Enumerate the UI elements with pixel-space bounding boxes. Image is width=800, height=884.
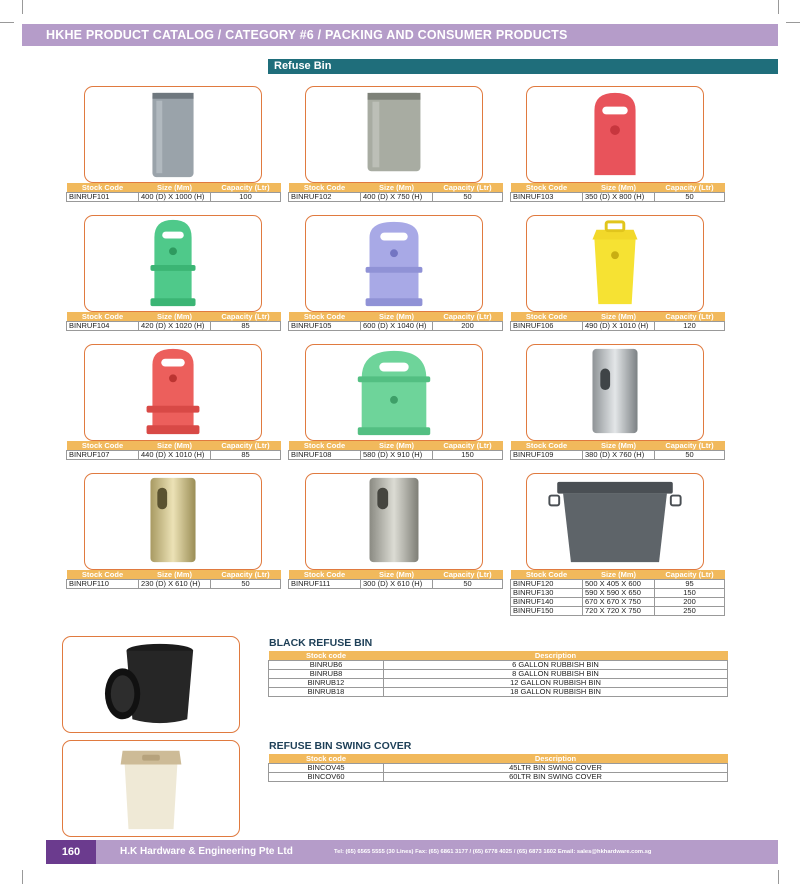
th-size: Size (Mm)	[361, 441, 433, 451]
th-stock-code: Stock code	[269, 754, 384, 764]
th-stock-code: Stock Code	[511, 570, 583, 580]
black-refuse-bin-table	[268, 651, 728, 697]
product-image-card-binruf106	[526, 215, 704, 312]
spec-table-binruf102	[288, 183, 503, 202]
th-size: Size (Mm)	[583, 183, 655, 193]
grey-perforated-bin-image	[306, 87, 482, 182]
spec-table-binruf101	[66, 183, 281, 202]
size-cell: 590 X 590 X 650	[583, 589, 655, 598]
product-image-card-binruf103	[526, 86, 704, 183]
stock-code-cell: BINRUF140	[511, 598, 583, 607]
capacity-cell: 85	[211, 322, 281, 331]
th-size: Size (Mm)	[139, 441, 211, 451]
spec-table-binruf109	[510, 441, 725, 460]
capacity-cell: 95	[655, 580, 725, 589]
th-capacity: Capacity (Ltr)	[433, 312, 503, 322]
grey-square-tub-bin-image	[527, 474, 703, 569]
th-stock-code: Stock Code	[67, 441, 139, 451]
description-cell: 45LTR BIN SWING COVER	[384, 764, 728, 773]
brass-cylinder-bin-image	[85, 474, 261, 569]
capacity-cell: 85	[211, 451, 281, 460]
swing-cover-heading: REFUSE BIN SWING COVER	[269, 740, 412, 752]
stock-code-cell: BINRUF106	[511, 322, 583, 331]
steel-cylinder-bin-image	[306, 474, 482, 569]
stock-code-cell: BINRUF110	[67, 580, 139, 589]
spec-table-binruf106	[510, 312, 725, 331]
crop-mark	[22, 0, 23, 14]
stock-code-cell: BINRUF109	[511, 451, 583, 460]
th-stock-code: Stock Code	[289, 183, 361, 193]
th-capacity: Capacity (Ltr)	[211, 183, 281, 193]
th-capacity: Capacity (Ltr)	[655, 570, 725, 580]
stock-code-cell: BINRUF105	[289, 322, 361, 331]
size-cell: 500 X 405 X 600	[583, 580, 655, 589]
th-size: Size (Mm)	[139, 570, 211, 580]
product-image-card-black-bin	[62, 636, 240, 733]
capacity-cell: 100	[211, 193, 281, 202]
size-cell: 380 (D) X 760 (H)	[583, 451, 655, 460]
th-capacity: Capacity (Ltr)	[433, 441, 503, 451]
capacity-cell: 50	[433, 580, 503, 589]
th-stock-code: Stock Code	[67, 570, 139, 580]
product-image-card-binruf102	[305, 86, 483, 183]
black-refuse-bin-heading: BLACK REFUSE BIN	[269, 637, 373, 649]
th-size: Size (Mm)	[361, 570, 433, 580]
size-cell: 300 (D) X 610 (H)	[361, 580, 433, 589]
th-size: Size (Mm)	[361, 312, 433, 322]
th-stock-code: Stock Code	[511, 312, 583, 322]
stock-code-cell: BINRUB18	[269, 688, 384, 697]
crop-mark	[22, 870, 23, 884]
size-cell: 400 (D) X 750 (H)	[361, 193, 433, 202]
th-description: Description	[384, 651, 728, 661]
footer-contact-info: Tel: (65) 6565 5555 (30 Lines) Fax: (65) 6861 3177 / (65) 6778 4025 / (65) 6873 1602 Email: sales@hkhardware.com.sg	[334, 849, 652, 855]
th-stock-code: Stock Code	[67, 312, 139, 322]
size-cell: 600 (D) X 1040 (H)	[361, 322, 433, 331]
th-stock-code: Stock Code	[511, 441, 583, 451]
product-image-card-binruf104	[84, 215, 262, 312]
th-stock-code: Stock Code	[289, 570, 361, 580]
th-stock-code: Stock Code	[289, 312, 361, 322]
spec-table-binruf111	[288, 570, 503, 589]
th-capacity: Capacity (Ltr)	[655, 183, 725, 193]
steel-cylinder-bin-image	[527, 345, 703, 440]
spec-table-binruf105	[288, 312, 503, 331]
product-image-card-binruf107	[84, 344, 262, 441]
size-cell: 720 X 720 X 750	[583, 607, 655, 616]
stock-code-cell: BINRUF108	[289, 451, 361, 460]
stock-code-cell: BINRUF150	[511, 607, 583, 616]
capacity-cell: 200	[655, 598, 725, 607]
green-dome-bin-image	[85, 216, 261, 311]
capacity-cell: 250	[655, 607, 725, 616]
spec-table-binruf110	[66, 570, 281, 589]
product-image-card-binruf111	[305, 473, 483, 570]
size-cell: 490 (D) X 1010 (H)	[583, 322, 655, 331]
size-cell: 230 (D) X 610 (H)	[139, 580, 211, 589]
th-description: Description	[384, 754, 728, 764]
product-image-card-swing-cover	[62, 740, 240, 837]
stock-code-cell: BINRUF107	[67, 451, 139, 460]
page-header-title: HKHE PRODUCT CATALOG / CATEGORY #6 / PACKING AND CONSUMER PRODUCTS	[46, 28, 568, 42]
stock-code-cell: BINRUF111	[289, 580, 361, 589]
stock-code-cell: BINRUF103	[511, 193, 583, 202]
section-bar	[268, 59, 778, 74]
page-number: 160	[46, 840, 96, 864]
capacity-cell: 120	[655, 322, 725, 331]
stock-code-cell: BINCOV45	[269, 764, 384, 773]
th-capacity: Capacity (Ltr)	[211, 312, 281, 322]
grey-perforated-bin-image	[85, 87, 261, 182]
size-cell: 670 X 670 X 750	[583, 598, 655, 607]
description-cell: 60LTR BIN SWING COVER	[384, 773, 728, 782]
black-rubbish-bin-image	[63, 637, 239, 732]
stock-code-cell: BINRUF101	[67, 193, 139, 202]
green-wide-dome-bin-image	[306, 345, 482, 440]
red-dome-bin-image	[85, 345, 261, 440]
capacity-cell: 200	[433, 322, 503, 331]
product-image-card-binruf101	[84, 86, 262, 183]
red-dome-bin-image	[527, 87, 703, 182]
size-cell: 350 (D) X 800 (H)	[583, 193, 655, 202]
footer-company-name: H.K Hardware & Engineering Pte Ltd	[120, 846, 293, 857]
th-size: Size (Mm)	[583, 312, 655, 322]
stock-code-cell: BINRUF102	[289, 193, 361, 202]
stock-code-cell: BINCOV60	[269, 773, 384, 782]
th-size: Size (Mm)	[583, 570, 655, 580]
th-capacity: Capacity (Ltr)	[211, 441, 281, 451]
spec-table-binruf108	[288, 441, 503, 460]
stock-code-cell: BINRUF130	[511, 589, 583, 598]
th-capacity: Capacity (Ltr)	[433, 183, 503, 193]
lavender-dome-bin-image	[306, 216, 482, 311]
th-capacity: Capacity (Ltr)	[211, 570, 281, 580]
stock-code-cell: BINRUF104	[67, 322, 139, 331]
size-cell: 420 (D) X 1020 (H)	[139, 322, 211, 331]
spec-table-binruf104	[66, 312, 281, 331]
description-cell: 8 GALLON RUBBISH BIN	[384, 670, 728, 679]
capacity-cell: 50	[655, 193, 725, 202]
spec-table-binruf107	[66, 441, 281, 460]
th-stock-code: Stock Code	[511, 183, 583, 193]
spec-table-large-bins	[510, 570, 725, 616]
th-size: Size (Mm)	[361, 183, 433, 193]
th-capacity: Capacity (Ltr)	[655, 441, 725, 451]
stock-code-cell: BINRUB12	[269, 679, 384, 688]
description-cell: 18 GALLON RUBBISH BIN	[384, 688, 728, 697]
product-image-card-binruf108	[305, 344, 483, 441]
spec-table-binruf103	[510, 183, 725, 202]
product-image-card-binruf109	[526, 344, 704, 441]
size-cell: 440 (D) X 1010 (H)	[139, 451, 211, 460]
th-stock-code: Stock code	[269, 651, 384, 661]
yellow-handle-bin-image	[527, 216, 703, 311]
size-cell: 580 (D) X 910 (H)	[361, 451, 433, 460]
stock-code-cell: BINRUF120	[511, 580, 583, 589]
th-capacity: Capacity (Ltr)	[433, 570, 503, 580]
swing-cover-table	[268, 754, 728, 782]
th-stock-code: Stock Code	[289, 441, 361, 451]
th-size: Size (Mm)	[583, 441, 655, 451]
th-size: Size (Mm)	[139, 183, 211, 193]
section-title: Refuse Bin	[274, 60, 332, 72]
size-cell: 400 (D) X 1000 (H)	[139, 193, 211, 202]
capacity-cell: 150	[433, 451, 503, 460]
description-cell: 12 GALLON RUBBISH BIN	[384, 679, 728, 688]
product-image-card-binruf105	[305, 215, 483, 312]
crop-mark	[778, 870, 779, 884]
crop-mark	[786, 22, 800, 23]
capacity-cell: 50	[211, 580, 281, 589]
product-image-card-binruf110	[84, 473, 262, 570]
capacity-cell: 150	[655, 589, 725, 598]
capacity-cell: 50	[433, 193, 503, 202]
stock-code-cell: BINRUB8	[269, 670, 384, 679]
description-cell: 6 GALLON RUBBISH BIN	[384, 661, 728, 670]
capacity-cell: 50	[655, 451, 725, 460]
product-image-card-large-bins	[526, 473, 704, 570]
stock-code-cell: BINRUB6	[269, 661, 384, 670]
th-stock-code: Stock Code	[67, 183, 139, 193]
th-capacity: Capacity (Ltr)	[655, 312, 725, 322]
swing-cover-bin-image	[63, 741, 239, 836]
crop-mark	[0, 22, 14, 23]
th-size: Size (Mm)	[139, 312, 211, 322]
crop-mark	[778, 0, 779, 14]
